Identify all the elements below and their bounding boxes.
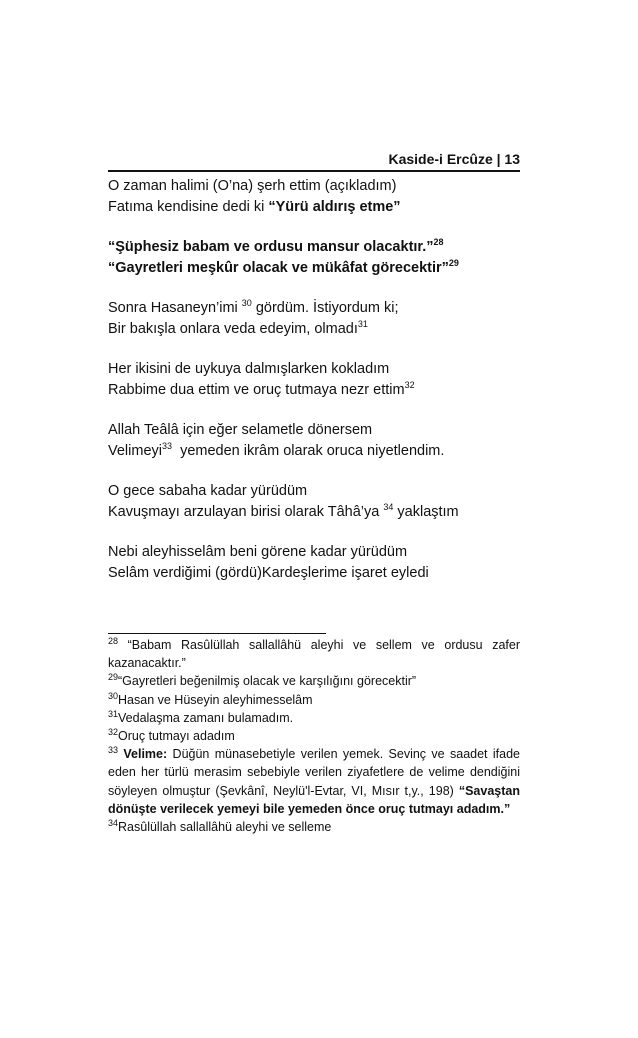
footnote-34 (108, 818, 520, 836)
verse-line: Nebi aleyhisselâm beni görene kadar yürüdüm (108, 544, 408, 560)
footnote-ref: 33 (162, 440, 173, 451)
verse-line: O zaman halimi (O’na) şerh ettim (açıkladım) (108, 178, 397, 194)
verse-text: “Gayretleri meşkûr olacak ve mükâfat görecektir” (108, 259, 449, 276)
verse-line (108, 319, 520, 340)
footnote-number: 29 (108, 672, 119, 683)
footnote-ref: 29 (448, 257, 459, 268)
poem-body (108, 176, 520, 603)
footnote-ref: 34 (383, 501, 394, 512)
verse-line (108, 441, 520, 462)
footnote-number: 30 (108, 690, 119, 701)
footnote-31 (108, 709, 520, 727)
verse-line: Allah Teâlâ için eğer selametle dönersem (108, 422, 373, 438)
running-header: Kaside-i Ercûze | 13 (388, 151, 520, 167)
footnote-number: 32 (108, 727, 119, 738)
verse-line (108, 237, 520, 258)
verse-text: Bir bakışla onlara veda edeyim, olmadı (108, 320, 358, 337)
footnote-text: “Babam Rasûlüllah sallallâhü aleyhi ve sellem ve ordusu zafer kazanacaktır.” (108, 638, 520, 671)
footnote-text: Düğün münasebetiyle verilen yemek. Sevinç ve saadet ifade eden her türlü merasim sebebiyle verilen ziyafetlere de velime dendiğini söyleyen olmuştur (Şevkânî, Neylü'l-Evtar, VI, Mısır t,y., 198) (108, 747, 520, 798)
stanza-3 (108, 298, 520, 339)
verse-text: Velimeyi (108, 442, 162, 459)
footnote-separator (108, 633, 326, 634)
stanza-5 (108, 420, 520, 461)
verse-text: Kavuşmayı arzulayan birisi olarak Tâhâ’ya (108, 503, 384, 520)
verse-quote: “Yürü aldırış etme” (268, 198, 401, 215)
footnote-28 (108, 636, 520, 672)
footnote-30 (108, 691, 520, 709)
stanza-2 (108, 237, 520, 278)
verse-line: Her ikisini de uykuya dalmışlarken kokladım (108, 361, 390, 377)
footnote-number: 33 (108, 745, 119, 756)
verse-text: yemeden ikrâm olarak oruca niyetlendim. (172, 442, 445, 459)
footnote-number: 34 (108, 818, 119, 829)
footnote-text: “Gayretleri beğenilmiş olacak ve karşılığını görecektir” (118, 674, 417, 689)
verse-line (108, 380, 520, 401)
footnote-ref: 32 (404, 379, 415, 390)
footnote-32 (108, 727, 520, 745)
verse-line (108, 197, 520, 218)
footnote-ref: 30 (241, 298, 252, 308)
verse-line (108, 258, 520, 279)
footnote-33 (108, 745, 520, 818)
footnote-29 (108, 672, 520, 690)
verse-text: Sonra Hasaneyn’imi (108, 300, 242, 316)
footnote-ref: 31 (357, 318, 368, 329)
header-rule (108, 170, 520, 172)
verse-line: Selâm verdiğimi (gördü)Kardeşlerime işaret eyledi (108, 564, 429, 581)
verse-text: gördüm. İstiyordum ki; (251, 300, 399, 316)
footnote-text: Hasan ve Hüseyin aleyhimesselâm (118, 692, 313, 707)
footnote-text: Rasûlüllah sallallâhü aleyhi ve selleme (118, 820, 332, 835)
footnote-text: Oruç tutmayı adadım (118, 729, 235, 744)
verse-text: “Şüphesiz babam ve ordusu mansur olacaktır.” (108, 239, 434, 255)
footnote-number: 31 (108, 708, 119, 719)
stanza-6 (108, 481, 520, 522)
footnote-quote: “Savaştan dönüşte verilecek yemeyi bile yemeden önce oruç tutmayı adadım.” (108, 783, 520, 816)
verse-line (108, 502, 520, 523)
footnote-ref: 28 (433, 237, 444, 247)
verse-line: O gece sabaha kadar yürüdüm (108, 483, 308, 499)
verse-text: Rabbime dua ettim ve oruç tutmaya nezr ettim (108, 381, 405, 398)
stanza-7 (108, 542, 520, 583)
footnote-term: Velime: (123, 747, 168, 762)
verse-text: yaklaştım (393, 503, 459, 520)
stanza-4 (108, 359, 520, 400)
footnote-text: Vedalaşma zamanı bulamadım. (118, 710, 294, 725)
stanza-1 (108, 176, 520, 217)
footnotes (108, 636, 520, 836)
footnote-number: 28 (108, 636, 119, 646)
verse-text: Fatıma kendisine dedi ki (108, 198, 269, 215)
verse-line (108, 298, 520, 319)
